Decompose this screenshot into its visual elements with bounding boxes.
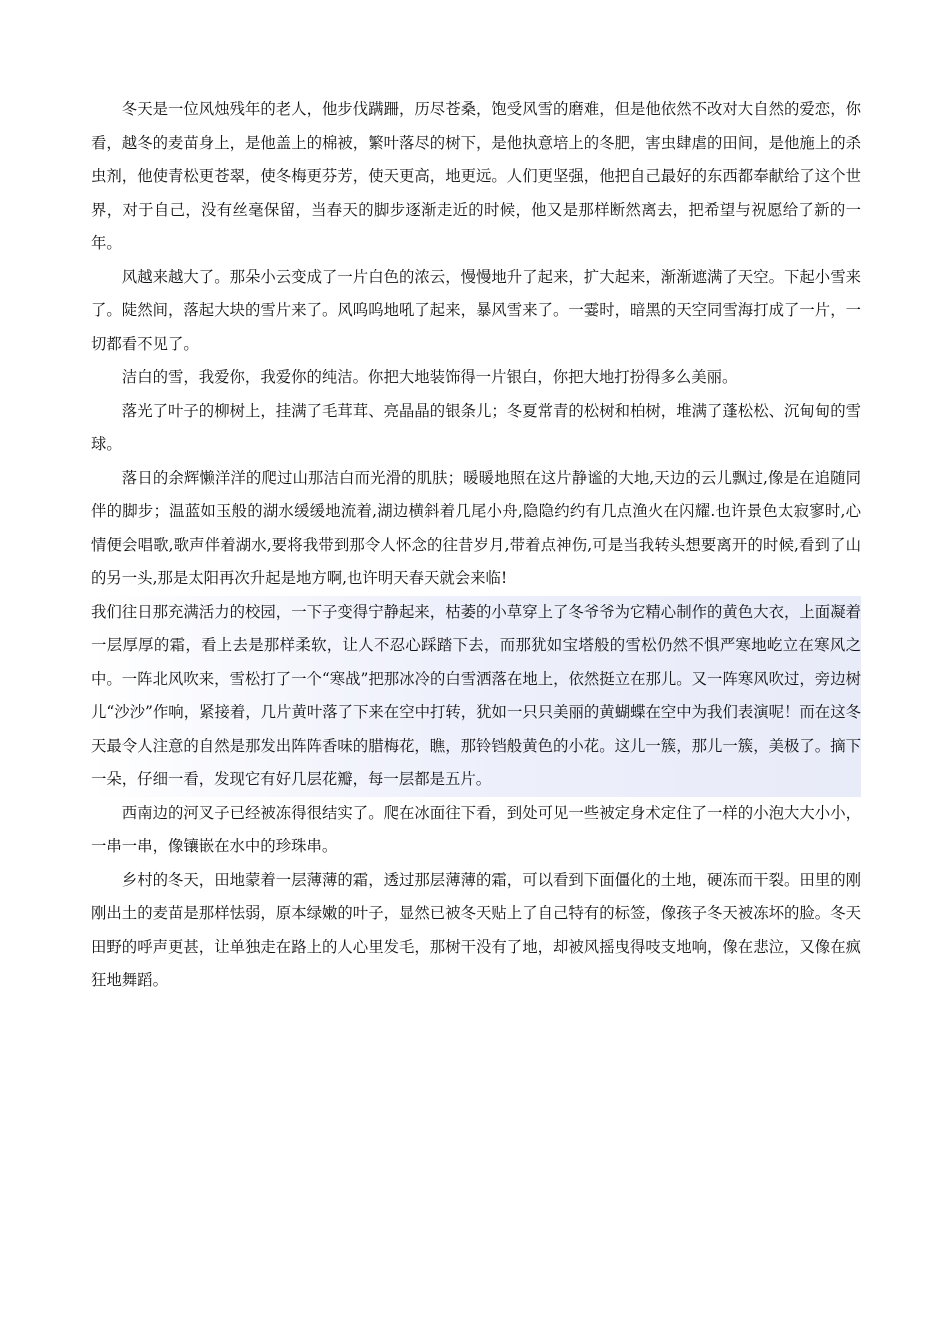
paragraph-white-snow: 洁白的雪，我爱你，我爱你的纯洁。你把大地装饰得一片银白，你把大地打扮得多么美丽。 — [121, 368, 738, 386]
paragraph-winter-old-man: 冬天是一位风烛残年的老人，他步伐蹒跚，历尽苍桑，饱受风雪的磨难，但是他依然不改对大自然的爱恋，你看，越冬的麦苗身上，是他盖上的棉被，繁叶落尽的树下，是他执意培上的冬肥，害虫肆虐的田间，是他施上的杀虫剂，他使青松更苍翠，使冬梅更芬芳，使天更高，地更远。人们更坚强，他把自己最好的东西都奉献给了这个世界，对于自己，没有丝毫保留，当春天的脚步逐渐走近的时候，他又是那样断然离去，把希望与祝愿给了新的一年。 — [91, 100, 861, 252]
paragraph-willow-pine: 落光了叶子的柳树上，挂满了毛茸茸、亮晶晶的银条儿；冬夏常青的松树和柏树，堆满了蓬松松、沉甸甸的雪球。 — [91, 401, 861, 453]
paragraph-wind-snowstorm: 风越来越大了。那朵小云变成了一片白色的浓云，慢慢地升了起来，扩大起来，渐渐遮满了天空。下起小雪来了。陡然间，落起大块的雪片来了。风呜呜地吼了起来，暴风雪来了。一霎时，暗黑的天空同雪海打成了一片，一切都看不见了。 — [91, 267, 861, 353]
document-body — [91, 93, 861, 998]
paragraph-frozen-river: 西南边的河叉子已经被冻得很结实了。爬在冰面往下看，到处可见一些被定身术定住了一样的小泡大大小小，一串一串，像镶嵌在水中的珍珠串。 — [91, 803, 861, 855]
paragraph-school-campus-highlighted: 我们往日那充满活力的校园，一下子变得宁静起来，枯萎的小草穿上了冬爷爷为它精心制作的黄色大衣，上面凝着一层厚厚的霜，看上去是那样柔软，让人不忍心踩踏下去，而那犹如宝塔般的雪松仍然不惧严寒地屹立在寒风之中。一阵北风吹来，雪松打了一个“寒战”把那冰冷的白雪洒落在地上，依然挺立在那儿。又一阵寒风吹过，旁边树儿“沙沙”作响，紧接着，几片黄叶落了下来在空中打转，犹如一只只美丽的黄蝴蝶在空中为我们表演呢！而在这冬天最令人注意的自然是那发出阵阵香味的腊梅花，瞧，那铃铛般黄色的小花。这儿一簇，那儿一簇，美极了。摘下一朵，仔细一看，发现它有好几层花瓣，每一层都是五片。 — [91, 596, 861, 797]
paragraph-sunset-lake: 落日的余辉懒洋洋的爬过山那洁白而光滑的肌肤；暖暖地照在这片静谧的大地,天边的云儿飘过,像是在追随同伴的脚步；温蓝如玉般的湖水缓缓地流着,湖边横斜着几尾小舟,隐隐约约有几点渔火在闪耀.也许景色太寂寥时,心情便会唱歌,歌声伴着湖水,要将我带到那令人怀念的往昔岁月,带着点神伤,可是当我转头想要离开的时候,看到了山的另一头,那是太阳再次升起是地方啊,也许明天春天就会来临! — [91, 468, 861, 587]
paragraph-village-winter: 乡村的冬天，田地蒙着一层薄薄的霜，透过那层薄薄的霜，可以看到下面僵化的土地，硬冻而干裂。田里的刚刚出土的麦苗是那样怯弱，原本绿嫩的叶子，显然已被冬天贴上了自己特有的标签，像孩子冬天被冻坏的脸。冬天田野的呼声更甚，让单独走在路上的人心里发毛，那树干没有了地，却被风摇曳得吱支地响，像在悲泣，又像在疯狂地舞蹈。 — [91, 870, 861, 989]
